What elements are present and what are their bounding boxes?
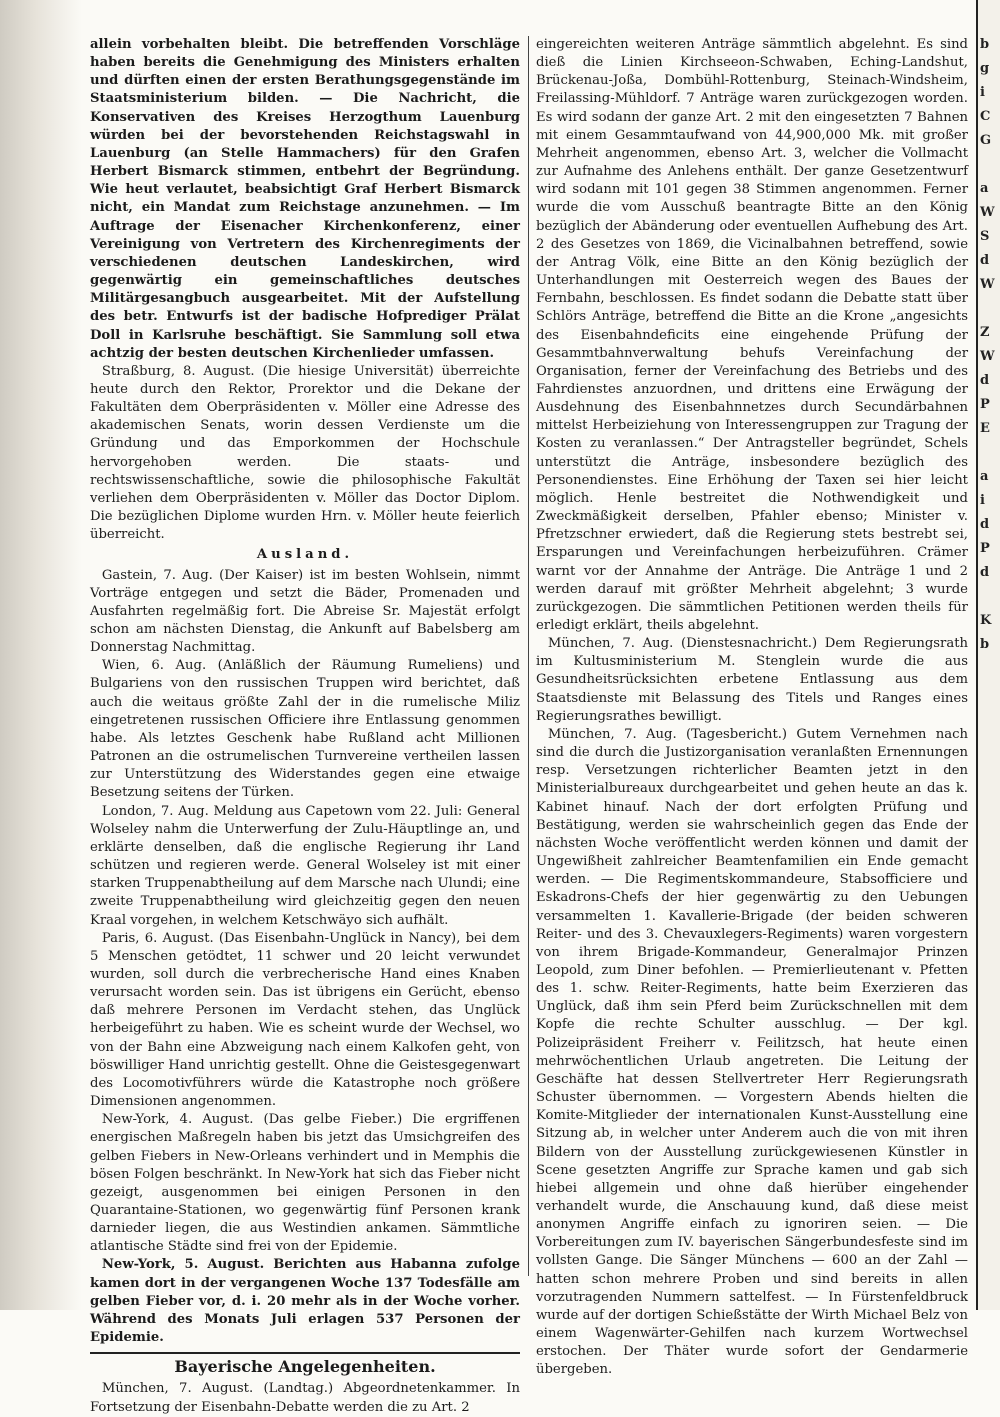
edge-fragment: d	[980, 565, 990, 580]
article-paris: Paris, 6. August. (Das Eisenbahn-Unglück in Nancy), bei dem 5 Menschen getödtet, 11 schwer und 20 leicht verwundet wurden, soll durch die verbrecherische Hand eines Knaben verursacht worden sein. Das ist übrigens ein Gerücht, ebenso daß mehrere Personen im Verdacht stehen, das Unglück herbeigeführt zu haben. Wie es scheint wurde der Wechsel, wo von der Bahn eine Abzweigung nach einem Kalkofen geht, von böswilliger Hand unrichtig gestellt. Ohne die Geistesgegenwart des Locomotivführers würde die Katastrophe noch größere Dimensionen angenommen.	[90, 930, 520, 1110]
edge-fragment: a	[980, 469, 989, 484]
edge-fragment: W	[980, 277, 995, 292]
edge-fragment: W	[980, 205, 995, 220]
edge-fragment: S	[980, 229, 990, 244]
edge-fragment: Z	[980, 325, 990, 340]
edge-fragment: E	[980, 421, 990, 436]
adjacent-page-text-fragments	[980, 36, 998, 660]
edge-fragment: d	[980, 517, 990, 532]
article-paragraph: allein vorbehalten bleibt. Die betreffenden Vorschläge haben bereits die Genehmigung des Ministers erhalten und dürften einen der ersten Berathungsgegenstände im Staatsministerium bilden. — Die Nachricht, die Konservativen des Kreises Herzogthum Lauenburg würden bei der bevorstehenden Reichstagswahl in Lauenburg (an Stelle Hammachers) für den Grafen Herbert Bismarck stimmen, entbehrt der Begründung. Wie heut verlautet, beabsichtigt Graf Herbert Bismarck nicht, ein Mandat zum Reichstage anzunehmen. — Im Auftrage der Eisenacher Kirchenkonferenz, einer Vereinigung von Vertretern des Kirchenregiments der verschiedenen deutschen Landeskirchen, wird gegenwärtig ein gemeinschaftliches deutsches Militärgesangbuch ausgearbeitet. Mit der Aufstellung des betr. Entwurfs ist der badische Hofprediger Prälat Doll in Karlsruhe beschäftigt. Sie Sammlung soll etwa achtzig der besten deutschen Kirchenlieder umfassen.	[90, 37, 520, 361]
article-muenchen-landtag: München, 7. August. (Landtag.) Abgeordnetenkammer. In Fortsetzung der Eisenbahn-Debatte werden die zu Art. 2	[90, 1381, 520, 1415]
edge-fragment: C	[980, 109, 991, 124]
article-gastein: Gastein, 7. Aug. (Der Kaiser) ist im besten Wohlsein, nimmt Vorträge entgegen und setzt die Bäder, Promenaden und Ausfahrten regelmäßig fort. Die Abreise Sr. Majestät erfolgt schon am nächsten Dienstag, die Ankunft auf Babelsberg am Donnerstag Nachmittag.	[90, 567, 520, 656]
article-new-york-1: New-York, 4. August. (Das gelbe Fieber.) Die ergriffenen energischen Maßregeln haben bis jetzt das Umsichgreifen des gelben Fiebers in New-Orleans verhindert und in Memphis die bösen Folgen beschränkt. In New-York hat sich das Fieber nicht gezeigt, ausgenommen bei einigen Personen in den Quarantaine-Stationen, wo gegenwärtig fünf Personen krank darnieder liegen, die aus Westindien ankamen. Sämmtliche atlantische Städte sind frei von der Epidemie.	[90, 1112, 520, 1255]
page-binding-shadow	[0, 0, 82, 1310]
article-strassburg: Straßburg, 8. August. (Die hiesige Universität) überreichte heute durch den Rektor, Prorektor und die Dekane der Fakultäten dem Oberpräsidenten v. Möller eine Adresse des akademischen Senats, worin dessen Verdienste um die Gründung und das Emporkommen der Hochschule hervorgehoben werden. Die staats- und rechtswissenschaftliche, sowie die philosophische Fakultät verliehen dem Oberpräsidenten v. Möller das Doctor Diplom. Die bezüglichen Diplome wurden Hrn. v. Möller heute feierlich überreicht.	[90, 363, 520, 543]
edge-fragment: i	[980, 493, 985, 508]
edge-fragment: G	[980, 133, 992, 148]
article-dienstesnachricht: München, 7. Aug. (Dienstesnachricht.) Dem Regierungsrath im Kultusministerium M. Stenglein wurde die aus Gesundheitsrücksichten erbetene Entlassung aus dem Staatsdienste mit Belassung des Titels und Ranges eines Regierungsrathes bewilligt.	[536, 636, 968, 724]
left-column	[90, 36, 520, 1417]
right-column	[536, 36, 968, 1380]
edge-fragment: P	[980, 541, 990, 556]
edge-fragment: i	[980, 85, 985, 100]
article-wien: Wien, 6. Aug. (Anläßlich der Räumung Rumeliens) und Bulgariens von den russischen Truppen wird berichtet, daß auch die weitaus größte Zahl der in die rumelische Miliz eingetretenen russischen Officiere ihre Entlassung genommen habe. Als letztes Geschenk habe Rußland acht Millionen Patronen an die ostrumelischen Turnvereine vertheilen lassen zur Unterstützung des Widerstandes gegen eine etwaige Besetzung seitens der Türken.	[90, 658, 520, 801]
article-london: London, 7. Aug. Meldung aus Capetown vom 22. Juli: General Wolseley nahm die Unterwerfung der Zulu-Häuptlinge an, und erklärte denselben, daß die englische Regierung ihr Land schützen und regieren werde. General Wolseley ist mit einer starken Truppenabtheilung auf dem Marsche nach Ulundi; eine zweite Truppenabtheilung wird gleichzeitig gegen den neuen Kraal vorgehen, in welchem Ketschwäyo sich aufhält.	[90, 803, 520, 928]
edge-fragment: K	[980, 613, 992, 628]
article-landtag-continued: eingereichten weiteren Anträge sämmtlich abgelehnt. Es sind dieß die Linien Kirchseeon-Schwaben, Eching-Landshut, Brückenau-Joßa, Dombühl-Rottenburg, Steinach-Windsheim, Freilassing-Mühldorf. 7 Anträge waren zurückgezogen worden. Es wird sodann der ganze Art. 2 mit den eingesetzten 7 Bahnen mit einem Gesammtaufwand von 44,900,000 Mk. mit großer Mehrheit angenommen, ebenso Art. 3, welcher die Vollmacht zur Aufnahme des Anlehens enthält. Der ganze Gesetzentwurf wird sodann mit 101 gegen 38 Stimmen angenommen. Ferner wurde die vom Ausschuß beantragte Bitte an den König bezüglich der Abänderung oder eventuellen Aufhebung des Art. 2 des Gesetzes von 1869, die Vicinalbahnen betreffend, sowie der Antrag Völk, eine Bitte an den König bezüglich der Unterhandlungen mit Oesterreich wegen des Baues der Fernbahn, beschlossen. Es findet sodann die Debatte statt über Schlörs Anträge, betreffend die Bitte an die Krone „angesichts des Eisenbahndeficits eine eingehende Prüfung der Gesammtbahnverwaltung behufs Vereinfachung der Organisation, ferner der Vereinfachung des Betriebs und des Fahrdienstes anzuordnen, und drittens eine Erwägung der Ausdehnung des Eisenbahnnetzes durch Secundärbahnen mittelst Herbeiziehung von Interessengruppen zur Tragung der Kosten zu veranlassen.“ Der Antragsteller begründet, Schels unterstützt die Anträge, insbesondere bezüglich des Personendienstes. Eine Erhöhung der Taxen sei hier leicht möglich. Henle bestreitet die Nothwendigkeit und Zweckmäßigkeit derselben, Pfahler ebenso; Minister v. Pfretzschner erwiedert, daß die Regierung stets bestrebt sei, Ersparungen und Vereinfachungen herbeizuführen. Crämer warnt vor der Annahme der Anträge. Die Anträge 1 und 2 werden darauf mit größter Mehrheit abgelehnt; 3 wurde zurückgezogen. Die sämmtlichen Petitionen werden theils für erledigt erklärt, theils abgelehnt.	[536, 37, 968, 633]
edge-fragment: d	[980, 373, 990, 388]
edge-fragment: g	[980, 61, 990, 76]
edge-fragment: d	[980, 253, 990, 268]
column-divider	[528, 36, 529, 1276]
edge-fragment: a	[980, 181, 989, 196]
section-heading-ausland: Ausland.	[256, 547, 354, 563]
edge-fragment: P	[980, 397, 990, 412]
article-new-york-2: New-York, 5. August. Berichten aus Habanna zufolge kamen dort in der vergangenen Woche 137 Todesfälle am gelben Fieber vor, d. i. 20 mehr als in der Woche vorher. Während des Monats Juli erlagen 537 Personen der Epidemie.	[90, 1257, 520, 1346]
edge-fragment: b	[980, 37, 990, 52]
article-tagesbericht: München, 7. Aug. (Tagesbericht.) Gutem Vernehmen nach sind die durch die Justizorganisation veranlaßten Ernennungen resp. Versetzungen richterlicher Beamten jetzt in den Ministerialbureaux durchgearbeitet und gehen heute an das k. Kabinet hinauf. Nach der dort erfolgten Prüfung und Bestätigung, werden sie wahrscheinlich gegen das Ende der nächsten Woche veröffentlicht werden können und damit der Ungewißheit zahlreicher Beamtenfamilien ein Ende gemacht werden. — Die Regimentskommandeure, Stabsofficiere und Eskadrons-Chefs der hier gegenwärtig zu den Uebungen versammelten 1. Kavallerie-Brigade (der beiden schweren Reiter- und des 3. Chevauxlegers-Regiments) waren vorgestern von ihrem Brigade-Kommandeur, Generalmajor Prinzen Leopold, zum Diner befohlen. — Premierlieutenant v. Pfetten des 1. schw. Reiter-Regiments, hatte beim Exerzieren das Unglück, daß ihm sein Pferd beim Zurückschnellen mit dem Kopfe die rechte Schulter ausschlug. — Der kgl. Polizeipräsident Freiherr v. Feilitzsch, hat heute einen mehrwöchentlichen Urlaub angetreten. Die Leitung der Geschäfte hat dessen Stellvertreter Herr Regierungsrath Schuster übernommen. — Vorgestern Abends hielten die Komite-Mitglieder der internationalen Kunst-Ausstellung eine Sitzung ab, in welcher unter Anderem auch die von mit ihren Bildern von der Ausstellung zurückgewiesenen Künstler in Scene gesetzten Angriffe zur Sprache kamen und gab sich hiebei allgemein und ohne daß hierüber eingehender verhandelt wurde, die Anschauung kund, daß diese meist anonymen Angriffe einfach zu ignoriren seien. — Die Vorbereitungen zum IV. bayerischen Sängerbundesfeste sind im vollsten Gange. Die Sänger Münchens — 600 an der Zahl — hatten schon mehrere Proben und sind bereits in allen vorzutragenden Nummern sattelfest. — In Fürstenfeldbruck wurde auf der dortigen Schießstätte der Wirth Michael Belz von einem Wagenwärter-Gehilfen nach kurzem Wortwechsel erstochen. Der Thäter wurde sofort der Gendarmerie übergeben.	[536, 726, 968, 1378]
section-heading-bayerische: Bayerische Angelegenheiten.	[174, 1357, 436, 1377]
edge-fragment: b	[980, 637, 990, 652]
edge-fragment: W	[980, 349, 995, 364]
section-divider	[90, 1352, 520, 1354]
